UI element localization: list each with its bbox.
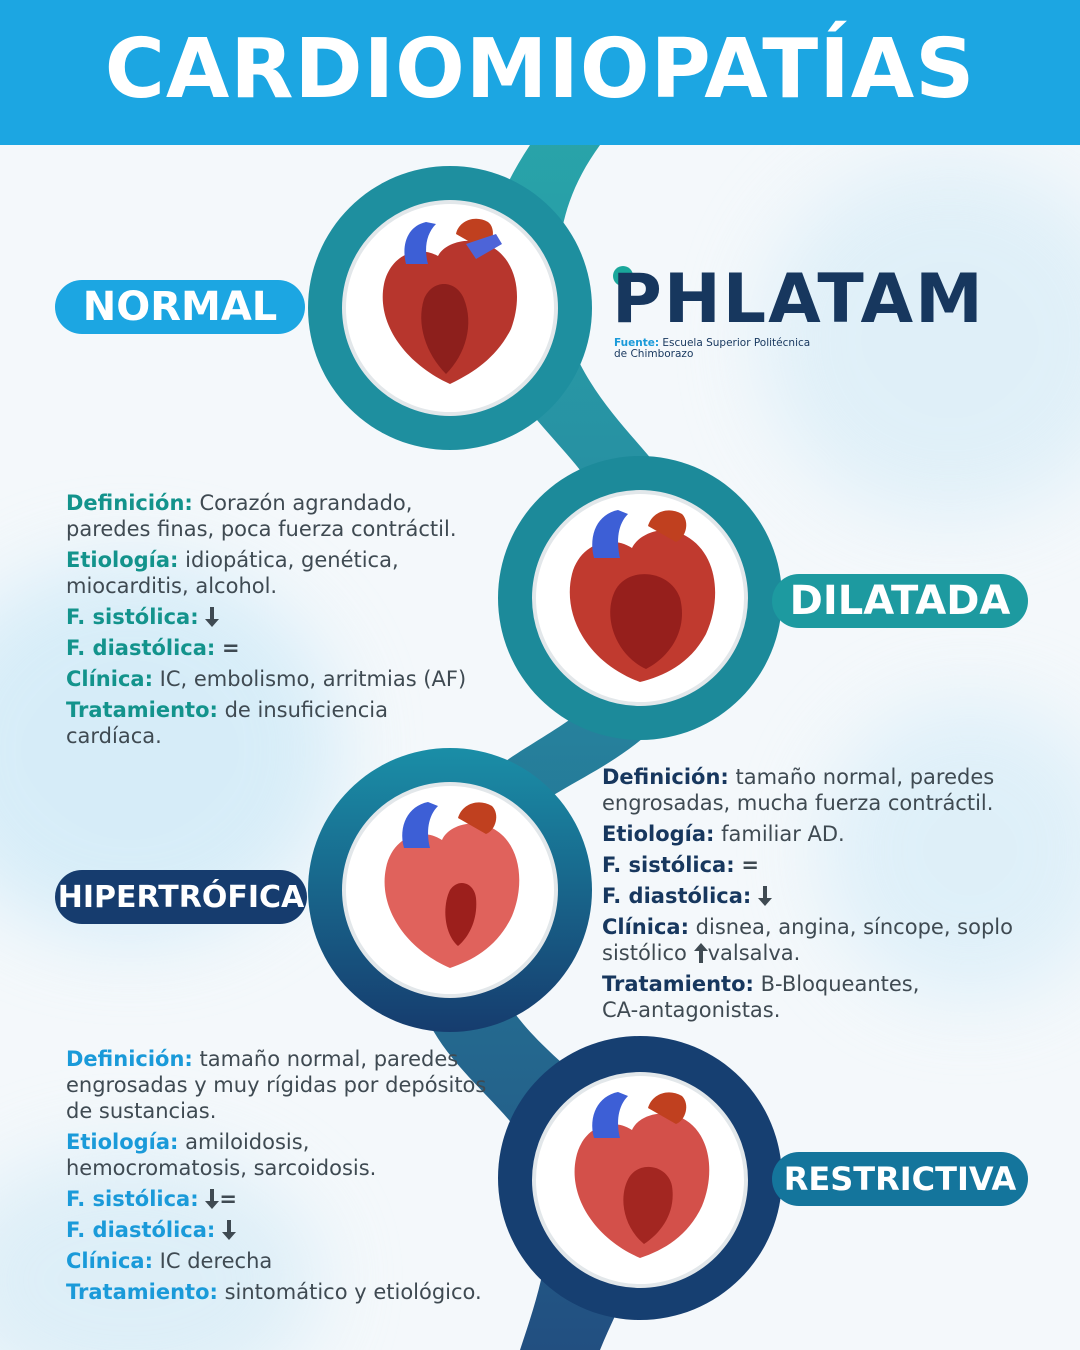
restrictiva-diastolica: F. diastólica: <box>66 1217 516 1243</box>
label-restrictiva: RESTRICTIVA <box>772 1152 1028 1206</box>
label-dilatada: DILATADA <box>772 574 1028 628</box>
dilatada-tratamiento: Tratamiento: de insuficiencia cardíaca. <box>66 698 388 748</box>
restrictiva-definicion: Definición: tamaño normal, paredes engrosadas y muy rígidas por depósitos de sustancias. <box>66 1047 487 1123</box>
down-arrow-icon <box>758 886 772 906</box>
restrictiva-tratamiento: Tratamiento: sintomático y etiológico. <box>66 1280 482 1304</box>
hipertrofica-etiologia: Etiología: familiar AD. <box>602 822 845 846</box>
restrictiva-clinica: Clínica: IC derecha <box>66 1249 273 1273</box>
restrictiva-details <box>66 1046 516 1310</box>
source-credit: Fuente: Escuela Superior Politécnica de Chimborazo <box>614 337 811 360</box>
up-arrow-icon <box>694 943 708 963</box>
label-normal: NORMAL <box>55 280 305 334</box>
hipertrofica-sistolica: F. sistólica: = <box>602 853 759 877</box>
hipertrofica-tratamiento: Tratamiento: B-Bloqueantes, CA-antagonistas. <box>602 972 920 1022</box>
dilatada-diastolica: F. diastólica: = <box>66 636 240 660</box>
dilatada-clinica: Clínica: IC, embolismo, arritmias (AF) <box>66 667 467 691</box>
hipertrofica-definicion: Definición: tamaño normal, paredes engrosadas, mucha fuerza contráctil. <box>602 765 995 815</box>
label-hipertrofica: HIPERTRÓFICA <box>55 870 307 924</box>
dilatada-definicion: Definición: Corazón agrandado, paredes finas, poca fuerza contráctil. <box>66 491 457 541</box>
hipertrofica-diastolica: F. diastólica: <box>602 883 1062 909</box>
dilatada-etiologia: Etiología: idiopática, genética, miocarditis, alcohol. <box>66 548 399 598</box>
page-title: CARDIOMIOPATÍAS <box>104 22 976 117</box>
hipertrofica-details <box>602 764 1062 1028</box>
restrictiva-sistolica: F. sistólica: = <box>66 1187 237 1211</box>
hipertrofica-clinica: Clínica: disnea, angina, síncope, soplo sistólico valsalva. <box>602 915 1013 965</box>
dilatada-sistolica: F. sistólica: <box>66 604 506 630</box>
restrictiva-etiologia: Etiología: amiloidosis, hemocromatosis, sarcoidosis. <box>66 1130 377 1180</box>
heart-dilated-illustration <box>532 490 748 706</box>
down-arrow-icon <box>222 1220 236 1240</box>
down-arrow-icon <box>205 607 219 627</box>
heart-normal-illustration <box>342 200 558 416</box>
logo-wordmark: PHLATAM <box>612 260 985 339</box>
heart-restrictive-illustration <box>532 1072 748 1288</box>
heart-hypertrophic-illustration <box>342 782 558 998</box>
down-arrow-icon <box>205 1189 219 1209</box>
phlatam-logo <box>612 260 1022 368</box>
dilatada-details <box>66 490 506 754</box>
